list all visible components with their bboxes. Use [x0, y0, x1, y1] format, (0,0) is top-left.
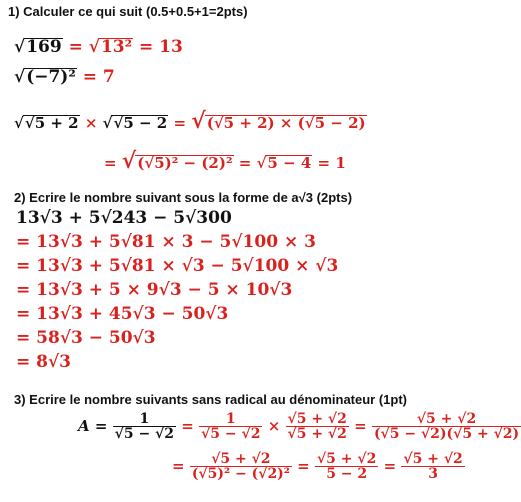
fraction-squares: $\frac{√5 + √2}{\text{(√5)² − (√2)²}}$: [191, 451, 290, 482]
ex2-line-3: = 13√3 + 5√81 × √3 − 5√100 × √3: [16, 256, 339, 276]
fraction-conjugate: $\frac{√5 + √2}{√5 + √2}$: [287, 411, 347, 442]
ex2-line-6: = 58√3 − 50√3: [16, 328, 156, 348]
section-3-title: 3) Ecrire le nombre suivants sans radical au dénominateur (1pt): [14, 392, 408, 407]
ex2-line-4: = 13√3 + 5 × 9√3 − 5 × 10√3: [16, 280, 293, 300]
fraction-product: $\frac{√5 + √2}{(√5 - √2)(√5 + √2)}$: [373, 411, 520, 442]
fraction-original: $\frac{1}{√5 - √2}$: [114, 411, 175, 442]
ex1-line-3: √√5 + 2 × √√5 − 2 = √(√5 + 2) × (√5 − 2): [14, 108, 366, 134]
section-1-title: 1) Calculer ce qui suit (0.5+0.5+1=2pts): [8, 4, 248, 19]
fraction-result: $\frac{√5 + √2}{3}$: [403, 451, 463, 482]
fraction-2: $\frac{1}{√5 - √2}$: [201, 411, 261, 442]
ex1-line-2: √(−7)² = 7: [14, 67, 115, 87]
section-2-title: 2) Ecrire le nombre suivant sous la forme de a√3 (2pts): [14, 190, 353, 205]
fraction-diff: $\frac{√5 + √2}{5 - 2}$: [316, 451, 377, 482]
ex2-line-1: 13√3 + 5√243 − 5√300: [16, 208, 232, 228]
radicand-169: 169: [26, 37, 62, 57]
ex1-line-1: √169 = √13² = 13: [14, 37, 183, 57]
ex3-line-2: = $\frac{√5 + √2}{\text{(√5)² − (√2)²}}$ = $\frac{√5 + √2}{5 - 2}$ = $\frac{√5 + √2}{3}$: [172, 451, 463, 482]
ex2-line-2: = 13√3 + 5√81 × 3 − 5√100 × 3: [16, 232, 316, 252]
ex1-line-4: = √(√5)² − (2)² = √5 − 4 = 1: [104, 148, 346, 174]
label-A: A =: [78, 417, 108, 435]
ex3-line-1: A = $\frac{1}{√5 - √2}$ = $\frac{1}{√5 - √2}$ × $\frac{√5 + √2}{√5 + √2}$ = $\frac{√5 + √2}{(√5 - √2)(√5 + √2)}$: [78, 411, 520, 442]
result-13: = 13: [133, 37, 183, 57]
result-7: = 7: [76, 67, 115, 87]
ex2-line-7: = 8√3: [16, 352, 71, 372]
ex2-line-5: = 13√3 + 45√3 − 50√3: [16, 304, 229, 324]
